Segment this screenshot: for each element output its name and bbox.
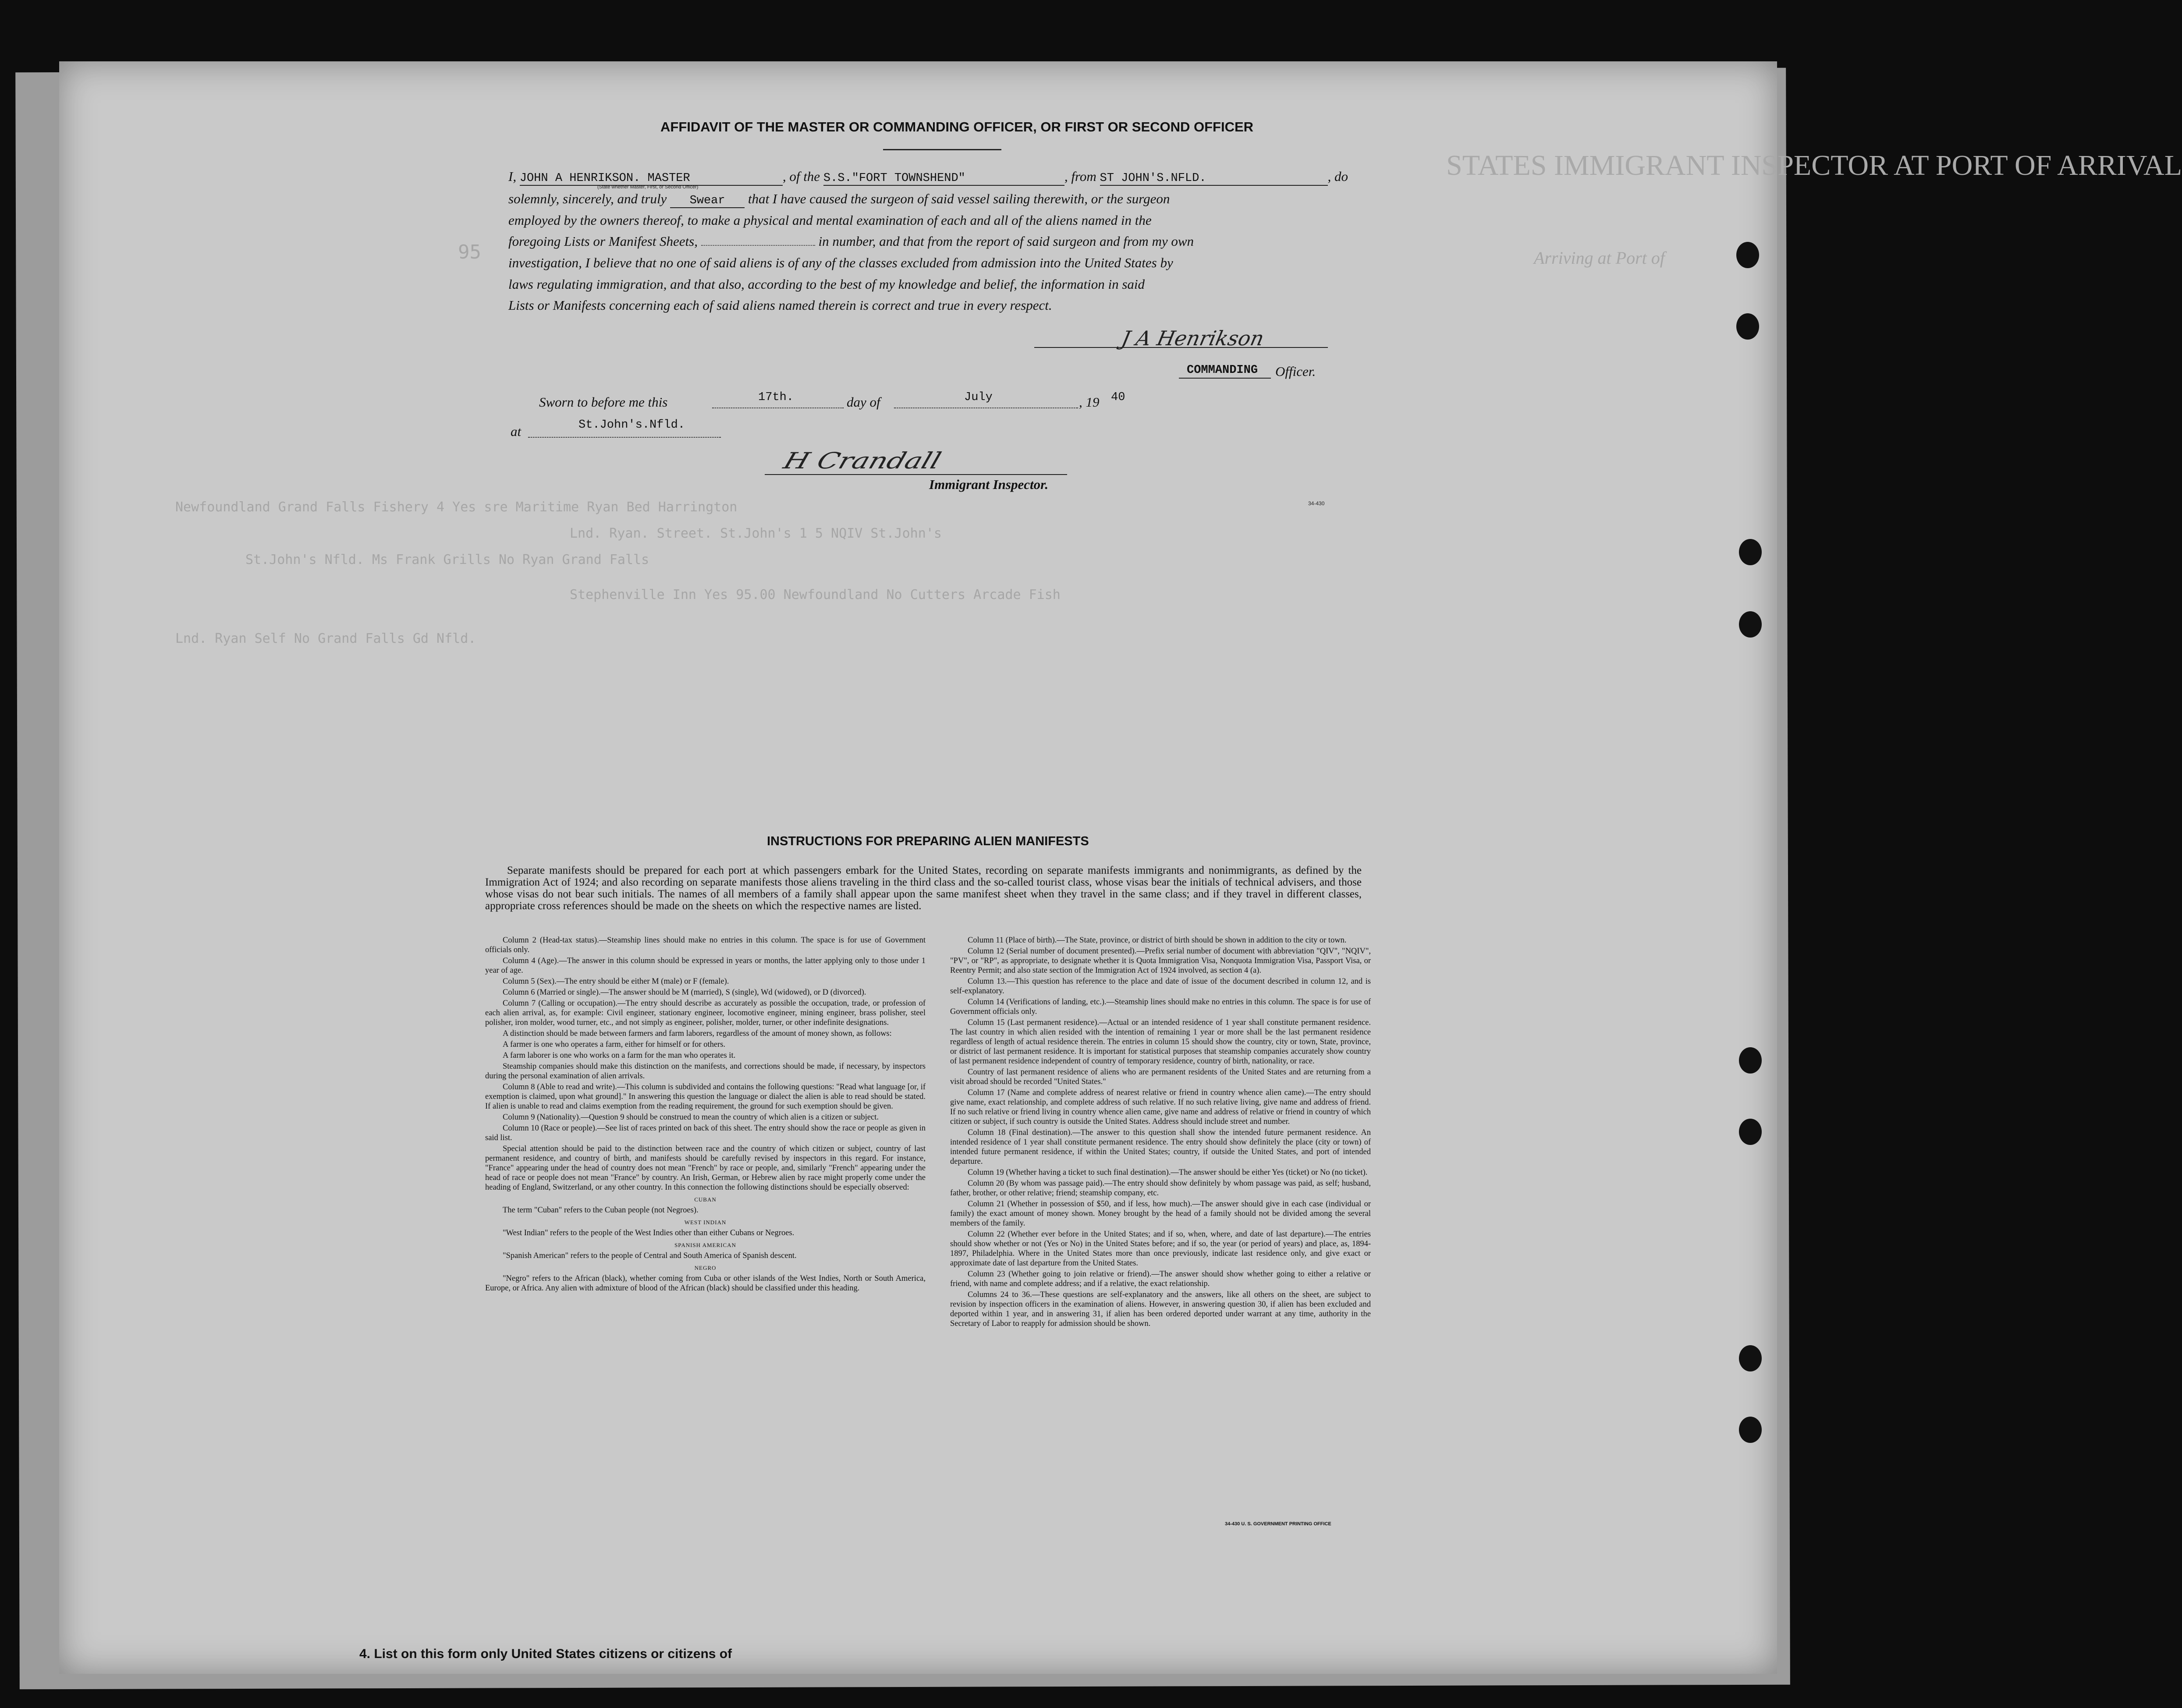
- bleed-through-row: Newfoundland Grand Falls Fishery 4 Yes sre Maritime Ryan Bed Harrington: [175, 500, 738, 515]
- binder-hole: [1739, 1047, 1762, 1074]
- instruction-paragraph: Column 21 (Whether in possession of $50, and if less, how much).—The answer should give in each case (individual or family) the exact amount of money shown. Money brought by the head of a family should not be divided among the several members of the family.: [950, 1200, 1371, 1228]
- bleed-through-row: Lnd. Ryan Self No Grand Falls Gd Nfld.: [175, 631, 476, 646]
- instructions-right-column: [950, 936, 1371, 1330]
- at-label: at: [511, 424, 522, 439]
- instruction-paragraph: Column 14 (Verifications of landing, etc.).—Steamship lines should make no entries in this column. The space is for use of Government officials only.: [950, 998, 1371, 1016]
- instruction-paragraph: "Negro" refers to the African (black), whether coming from Cuba or other islands of the West Indies, North or South America, Europe, or Africa. Any alien with admixture of blood of the African (black) should be classified under this heading.: [485, 1274, 926, 1293]
- instruction-paragraph: A farmer is one who operates a farm, either for himself or for others.: [503, 1040, 726, 1049]
- do-label: , do: [1327, 169, 1348, 184]
- instruction-paragraph: Columns 24 to 36.—These questions are self-explanatory and the answers, like all others on the sheet, are subject to revision by inspection officers in the examination of aliens. However, in answering question 30, if alien has been excluded and deported within 1 year, and in answering 31, if alien has been ordered deported under warrant at any time, authority in the Secretary of Labor to reapply for admission should be shown.: [950, 1290, 1371, 1328]
- instruction-paragraph: A distinction should be made between farmers and farm laborers, regardless of the amount of money shown, as follows:: [503, 1029, 892, 1038]
- affidavit-text: foregoing Lists or Manifest Sheets,: [508, 234, 698, 249]
- instruction-paragraph: Column 5 (Sex).—The entry should be either M (male) or F (female).: [503, 977, 729, 986]
- place-field: St.John's.Nfld.: [578, 418, 685, 432]
- year-prefix: , 19: [1079, 394, 1100, 410]
- instruction-paragraph: Column 22 (Whether ever before in the United States; and if so, when, where, and date of last departure).—The entries should show whether or not (Yes or No) in the United States before; and if so, the year (or period of years) and place, as, 1894-1897, Philadelphia. Where in the United States more than once previously, indicate last residence only, and give exact or approximate date of last departure from the United States.: [950, 1230, 1371, 1268]
- master-signature: J A Henrikson: [1119, 326, 1267, 350]
- affidavit-text: that I have caused the surgeon of said vessel sailing therewith, or the surgeon: [748, 191, 1170, 206]
- binder-hole: [1739, 539, 1762, 565]
- bleed-through-heading: STATES IMMIGRANT INSPECTOR AT PORT OF ARRIVAL: [1446, 149, 2182, 181]
- section-heading: CUBAN: [694, 1196, 717, 1203]
- instruction-paragraph: Column 23 (Whether going to join relative or friend).—The answer should show whether going to either a relative or friend, with name and complete address; and if a relative, the exact relationship.: [950, 1270, 1371, 1288]
- binder-hole: [1739, 1345, 1762, 1371]
- instruction-paragraph: Column 6 (Married or single).—The answer should be M (married), S (single), Wd (widowed), or D (divorced).: [503, 988, 866, 997]
- bleed-through-number: 95: [458, 241, 481, 263]
- rank-field: COMMANDING: [1187, 364, 1258, 377]
- instructions-left-column: [485, 936, 926, 1294]
- section-heading: WEST INDIAN: [684, 1219, 727, 1226]
- affidavit-line-6: laws regulating immigration, and that also, according to the best of my knowledge and belief, the information in said: [508, 276, 1145, 292]
- affidavit-text: solemnly, sincerely, and truly: [508, 191, 667, 206]
- instruction-paragraph: "West Indian" refers to the people of the West Indies other than either Cubans or Negroes.: [503, 1229, 795, 1237]
- inspector-label: Immigrant Inspector.: [929, 477, 1049, 492]
- bleed-through-row: Lnd. Ryan. Street. St.John's 1 5 NQIV St.John's: [570, 526, 942, 541]
- bleed-through-row: Stephenville Inn Yes 95.00 Newfoundland No Cutters Arcade Fish: [570, 587, 1061, 602]
- section-heading: NEGRO: [694, 1265, 717, 1271]
- affidavit-text: in number, and that from the report of said surgeon and from my own: [818, 234, 1194, 249]
- binder-hole: [1736, 313, 1759, 340]
- place-line: [528, 437, 721, 438]
- instruction-paragraph: Column 17 (Name and complete address of nearest relative or friend in country whence alien came).—The entry should give name, exact relationship, and complete address of such relative. If no such relative living, give name and address of friend. If no such relative or friend living in country whence alien came, give name and address of relative or friend in country of which citizen or subject, if such country is outside the United States. Address should include street and number.: [950, 1088, 1371, 1126]
- binder-hole: [1739, 1119, 1762, 1145]
- form-number: 34-430: [1308, 500, 1325, 507]
- instruction-paragraph: Column 13.—This question has reference to the place and date of issue of the document described in column 12, and is self-explanatory.: [950, 977, 1371, 996]
- section-heading: SPANISH AMERICAN: [674, 1242, 736, 1248]
- instructions-intro: Separate manifests should be prepared for each port at which passengers embark for the United States, recording on separate manifests immigrants and nonimmigrants, as defined by the Immigration Act of 1924; and also recording on separate manifests those aliens traveling in the third class and the so-called tourist class, whose visas bear the initials of technical advisers, and those whose visas do not bear such initials. The names of all members of a family shall appear upon the same manifest sheet when they travel in the same class; and if they travel in different classes, appropriate cross references should be made on the sheets on which the respective names are listed.: [485, 865, 1362, 912]
- instruction-paragraph: Column 10 (Race or people).—See list of races printed on back of this sheet. The entry should show the race or people as given in said list.: [485, 1124, 926, 1142]
- i-label: I,: [508, 169, 517, 184]
- instruction-paragraph: "Spanish American" refers to the people of Central and South America of Spanish descent.: [503, 1251, 797, 1260]
- affidavit-line-1: [508, 169, 1348, 186]
- day-of-label: day of: [847, 394, 880, 410]
- title-rule: [883, 149, 1001, 150]
- instruction-paragraph: Country of last permanent residence of aliens who are permanent residents of the United States and are returning from a visit abroad should be recorded "United States.": [950, 1068, 1371, 1086]
- affidavit-title: AFFIDAVIT OF THE MASTER OR COMMANDING OFFICER, OR FIRST OR SECOND OFFICER: [660, 119, 1254, 135]
- inspector-line: [765, 474, 1067, 475]
- year-field: 40: [1111, 391, 1125, 404]
- instruction-paragraph: Column 9 (Nationality).—Question 9 should be construed to mean the country of which alien is a citizen or subject.: [503, 1113, 879, 1122]
- binder-hole: [1739, 611, 1762, 638]
- sworn-label: Sworn to before me this: [539, 394, 668, 410]
- instruction-paragraph: Column 18 (Final destination).—The answer to this question shall show the intended future permanent residence. An intended residence of 1 year shall constitute permanent residence. The entry should show definitely the place (city or town) of intended future permanent residence, if within the United States; country, if outside the United States, and port of intended departure.: [950, 1128, 1371, 1166]
- month-field: July: [964, 391, 993, 404]
- binder-hole: [1736, 242, 1759, 268]
- affidavit-line-3: employed by the owners thereof, to make a physical and mental examination of each and all of the aliens named in the: [508, 213, 1152, 228]
- rank-line: [1179, 378, 1271, 379]
- footer-fragment: 4. List on this form only United States citizens or citizens of: [359, 1647, 732, 1661]
- swear-field: Swear: [670, 194, 745, 208]
- instruction-paragraph: The term "Cuban" refers to the Cuban people (not Negroes).: [503, 1206, 699, 1215]
- instruction-paragraph: Column 15 (Last permanent residence).—Actual or an intended residence of 1 year shall constitute permanent residence. The last country in which alien resided with the intention of remaining 1 year or more shall be the last permanent residence regardless of length of actual residence therein. The entries in column 15 should show the country, city or town, State, province, or district of last permanent residence. It is important for statistical purposes that steamship companies accurately show country of last permanent residence independent of country of temporary residence, country of birth, nationality, or race.: [950, 1018, 1371, 1066]
- day-field: 17th.: [758, 391, 794, 404]
- instruction-paragraph: Column 12 (Serial number of document presented).—Prefix serial number of document with abbreviation "QIV", "NQIV", "PV", or "RP", as appropriate, to designate whether it is Quota Immigration Visa, Nonquota Immigration Visa, Passport Visa, or Reentry Permit; and also state section of the Immigration Act of 1924 involved, as section 4 (a).: [950, 947, 1371, 975]
- affidavit-line-4: [508, 234, 1194, 249]
- port-from-field: ST JOHN'S.NFLD.: [1100, 172, 1328, 186]
- instruction-paragraph: Column 19 (Whether having a ticket to such final destination).—The answer should be either Yes (ticket) or No (no ticket).: [968, 1168, 1368, 1177]
- printing-office-note: 34-430 U. S. GOVERNMENT PRINTING OFFICE: [1225, 1521, 1331, 1527]
- instructions-title: INSTRUCTIONS FOR PREPARING ALIEN MANIFESTS: [767, 834, 1089, 848]
- master-name-field: JOHN A HENRIKSON. MASTER: [520, 172, 783, 186]
- instruction-paragraph: A farm laborer is one who works on a farm for the man who operates it.: [503, 1051, 736, 1060]
- bleed-through-arriving: Arriving at Port of: [1534, 248, 1665, 268]
- instruction-paragraph: Column 8 (Able to read and write).—This column is subdivided and contains the following questions: "Read what language [or, if exemption is claimed, upon what ground]." In answering this question the language or dialect the alien is able to read should be stated. If alien is unable to read and claims exemption from the reading requirement, the ground for such exemption should be given.: [485, 1083, 926, 1111]
- affidavit-line-7: Lists or Manifests concerning each of said aliens named therein is correct and true in every respect.: [508, 298, 1052, 313]
- vessel-field: S.S."FORT TOWNSHEND": [823, 172, 1064, 186]
- binder-hole: [1739, 1417, 1762, 1443]
- affidavit-line-5: investigation, I believe that no one of said aliens is of any of the classes excluded from admission into the United States by: [508, 255, 1173, 270]
- count-blank: [701, 245, 815, 246]
- instruction-paragraph: Column 20 (By whom was passage paid).—The entry should show definitely by whom passage was paid, as self; husband, father, brother, or other relative; friend; steamship company, etc.: [950, 1179, 1371, 1198]
- instruction-paragraph: Steamship companies should make this distinction on the manifests, and corrections should be made, if necessary, by inspectors during the personal examination of alien arrivals.: [485, 1062, 926, 1081]
- bleed-through-row: St.John's Nfld. Ms Frank Grills No Ryan Grand Falls: [245, 552, 649, 567]
- signature-line: [1034, 347, 1328, 348]
- instruction-paragraph: Special attention should be paid to the distinction between race and the country of which citizen or subject, country of last permanent residence, and country of birth, and manifests should be carefully revised by inspectors in this regard. For instance, "France" appearing under the head of country does not mean "French" by race or people, and, similarly "French" appearing under the head of race or people does not mean "France" by country. An Irish, German, or Hebrew alien by race might properly come under the heading of England, Switzerland, or any other country. In this connection the following distinctions should be especially observed:: [485, 1145, 926, 1192]
- of-the-label: , of the: [782, 169, 820, 184]
- from-label: , from: [1064, 169, 1096, 184]
- affidavit-line-2: [508, 191, 1170, 208]
- inspector-signature: H Crandall: [780, 448, 944, 474]
- officer-label: Officer.: [1275, 364, 1316, 379]
- instruction-paragraph: Column 7 (Calling or occupation).—The entry should describe as accurately as possible the occupation, trade, or profession of each alien arrival, as, for example: Civil engineer, stationary engineer, locomotive engineer, mining engineer, brass polisher, steel polisher, iron molder, wood turner, etc., and not simply as engineer, polisher, molder, turner, or other indefinite designations.: [485, 999, 926, 1027]
- instruction-paragraph: Column 2 (Head-tax status).—Steamship lines should make no entries in this column. The space is for use of Government officials only.: [485, 936, 926, 954]
- instruction-paragraph: Column 4 (Age).—The answer in this column should be expressed in years or months, the latter applying only to those under 1 year of age.: [485, 957, 926, 975]
- state-note: (State whether Master, First, or Second Officer): [597, 184, 699, 190]
- instruction-paragraph: Column 11 (Place of birth).—The State, province, or district of birth should be shown in addition to the city or town.: [968, 936, 1347, 945]
